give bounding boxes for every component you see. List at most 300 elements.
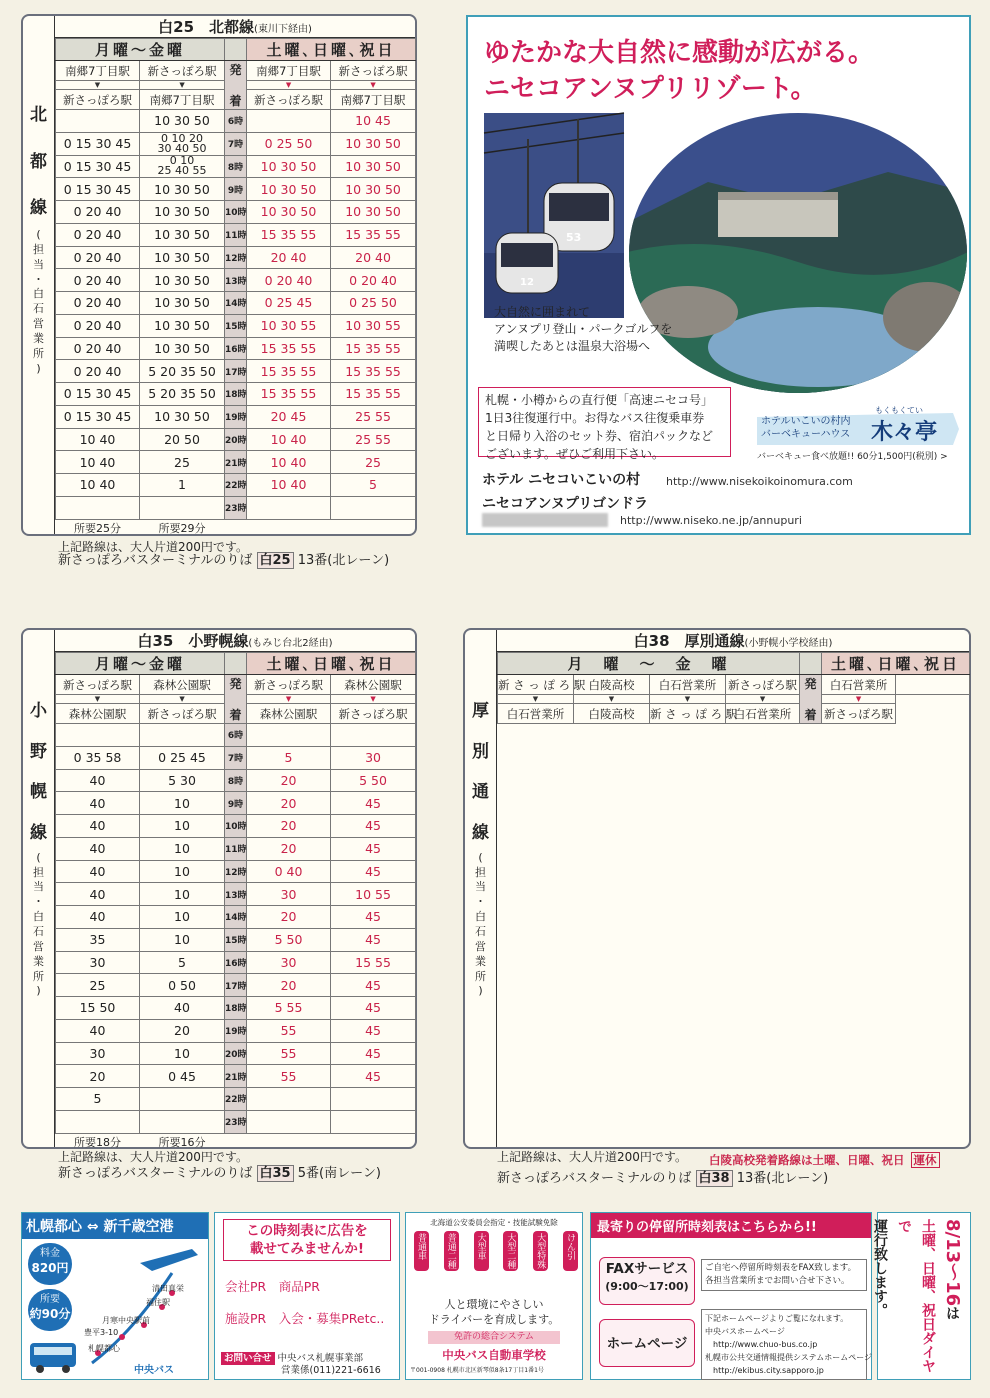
departure-times-cell: 45	[331, 1042, 416, 1065]
fax-desc-line: ご自宅へ停留所時刻表をFAX致します。	[705, 1263, 857, 1273]
side-char: 都	[30, 151, 47, 172]
hokuto-timetable-panel	[21, 14, 417, 536]
hour-cell: 14時	[225, 292, 247, 315]
homepage-button[interactable]	[599, 1319, 695, 1367]
hour-cell: 15時	[225, 928, 247, 951]
departure-times-cell	[247, 496, 331, 519]
station-from-row	[56, 61, 416, 81]
stop-label: 豊平3-10	[84, 1328, 119, 1337]
departure-times-cell: 5 20 35 50	[140, 360, 225, 383]
ad-headline-line1: ゆたかな大自然に感動が広がる。	[484, 38, 875, 68]
timetable-row	[56, 496, 416, 519]
nearby-title: 最寄りの停留所時刻表はこちらから!!	[591, 1213, 871, 1238]
timetable-row	[56, 792, 416, 815]
departure-times-cell: 10	[140, 928, 225, 951]
redacted-phone	[482, 513, 608, 527]
departure-times-cell	[247, 724, 331, 747]
direction-arrow-icon: ▼	[498, 695, 574, 704]
ad-headline	[484, 35, 874, 107]
hokuto-table	[55, 38, 416, 536]
route-name: 小野幌線	[188, 632, 249, 650]
departure-times-cell: 40	[56, 837, 140, 860]
departure-times-cell: 10 30 55	[331, 314, 416, 337]
departure-times-cell: 0 20 40	[247, 269, 331, 292]
timetable-row	[56, 155, 416, 178]
hokuto-side-label	[23, 16, 55, 534]
fax-hours: (9:00～17:00)	[605, 1280, 689, 1293]
hour-cell: 12時	[225, 246, 247, 269]
side-note: 営	[33, 939, 44, 953]
departure-times-cell: 40	[56, 1019, 140, 1042]
special-dates: 8/13～16	[942, 1219, 963, 1307]
caption-line: アンヌプリ登山・パークゴルフを	[494, 322, 673, 336]
hokuto-fare-note: 上記路線は、大人片道200円です。	[58, 540, 248, 554]
timetable-row	[56, 1088, 416, 1111]
time-value: 約90分	[29, 1307, 71, 1321]
departure-times-cell: 0 35 58	[56, 746, 140, 769]
timetable-row	[56, 428, 416, 451]
departure-times-cell: 20	[247, 815, 331, 838]
fax-service[interactable]	[599, 1257, 695, 1305]
required-time-cell	[247, 519, 331, 536]
slogan-line: ドライバーを育成します。	[428, 1313, 560, 1326]
required-time-cell	[331, 519, 416, 536]
timetable-row	[56, 201, 416, 224]
departure-times-cell: 30	[56, 1042, 140, 1065]
hour-column-header: 発 着	[800, 675, 822, 724]
side-char: 厚	[472, 701, 489, 721]
departure-times-cell: 15 55	[331, 951, 416, 974]
weekend-header: 土曜､日曜､祝日	[822, 653, 970, 675]
departure-times-cell: 0 25 45	[247, 292, 331, 315]
side-note: 石	[33, 924, 44, 938]
hour-cell: 20時	[225, 1042, 247, 1065]
school-name: 中央バス自動車学校	[442, 1348, 546, 1362]
hour-cell: 10時	[225, 201, 247, 224]
departure-times-cell: 0 20 40	[56, 360, 140, 383]
timetable-row	[56, 769, 416, 792]
departure-times-cell: 5 20 35 50	[140, 383, 225, 406]
departure-times-cell: 0 15 30 45	[56, 155, 140, 178]
departure-times-cell: 10 30 50	[140, 314, 225, 337]
departure-times-cell: 0 25 50	[331, 292, 416, 315]
ad-title-line: この時刻表に広告を	[246, 1223, 368, 1239]
timetable-row	[56, 883, 416, 906]
hour-column-header: 発 着	[225, 61, 247, 110]
side-note: (	[36, 850, 41, 864]
departure-times-cell	[247, 1088, 331, 1111]
departure-times-cell: 45	[331, 928, 416, 951]
destination-station: 白石営業所	[498, 704, 574, 724]
departure-times-cell: 15 35 55	[331, 383, 416, 406]
timetable-row	[56, 974, 416, 997]
route-badge: 白35	[257, 1165, 294, 1182]
timetable-row	[56, 837, 416, 860]
platform-number: 13番(北レーン)	[297, 553, 390, 568]
route-map-icon	[22, 1213, 210, 1381]
departure-times-cell: 10 40	[56, 428, 140, 451]
direction-arrow-row	[498, 695, 970, 704]
onopporo-fare-note: 上記路線は、大人片道200円です。	[58, 1150, 248, 1164]
hour-cell: 8時	[225, 769, 247, 792]
direction-arrow-icon: ▼	[140, 81, 225, 90]
departure-times-cell: 20	[247, 769, 331, 792]
departure-times-cell: 10 40	[247, 451, 331, 474]
origin-station: 新さっぽろ駅	[331, 61, 416, 81]
timetable-row	[56, 405, 416, 428]
side-note: 所	[33, 969, 44, 983]
box-line: 札幌・小樽からの直行便「高速ニセコ号」	[485, 393, 714, 407]
caption-line: 満喫したあとは温泉大浴場へ	[494, 339, 651, 353]
departure-times-cell: 45	[331, 860, 416, 883]
driving-school-banner	[405, 1212, 583, 1380]
timetable-row	[56, 1110, 416, 1133]
destination-station: 森林公園駅	[247, 704, 331, 724]
side-note: 石	[475, 924, 486, 938]
hour-cell: 15時	[225, 314, 247, 337]
departure-times-cell: 10 30 50	[140, 246, 225, 269]
weekday-header: 月 曜 ～ 金 曜	[498, 653, 800, 675]
departure-times-cell: 45	[331, 837, 416, 860]
ad-headline-line2: ニセコアンヌプリリゾート。	[484, 74, 817, 104]
day-group-header	[56, 653, 416, 675]
side-note: 営	[475, 939, 486, 953]
departure-times-cell: 10 30 50	[140, 337, 225, 360]
timetable-row	[56, 746, 416, 769]
hotel-name: ホテル ニセコいこいの村	[482, 472, 641, 488]
timetable-row	[56, 997, 416, 1020]
gondola-number: 53	[566, 231, 582, 244]
departure-times-cell	[331, 1110, 416, 1133]
timetable-row	[56, 906, 416, 929]
side-note: ・	[33, 272, 44, 286]
destination-station: 白石営業所	[726, 704, 800, 724]
hour-header-blank	[800, 653, 822, 675]
required-time-cell	[331, 1133, 416, 1150]
hour-cell: 12時	[225, 860, 247, 883]
side-note: 担	[33, 865, 44, 879]
departure-times-cell: 0 20 40	[56, 337, 140, 360]
web-desc-line: 下記ホームページよりご覧になれます。	[705, 1314, 849, 1323]
departure-times-cell: 10 30 55	[247, 314, 331, 337]
departure-times-cell	[247, 1110, 331, 1133]
departure-times-cell: 5	[331, 474, 416, 497]
atsubetsu-fare-note: 上記路線は、大人片道200円です。	[497, 1150, 687, 1164]
timetable-row	[56, 724, 416, 747]
side-note: 業	[475, 954, 486, 968]
departure-times-cell: 10 30 50	[247, 201, 331, 224]
side-char: 幌	[30, 782, 47, 803]
timetable-row	[56, 451, 416, 474]
direction-arrow-icon: ▼	[650, 695, 726, 704]
gondola-name: ニセコアンヌプリゴンドラ	[482, 496, 649, 512]
origin-station: 森林公園駅	[140, 675, 225, 695]
hour-cell: 17時	[225, 360, 247, 383]
timetable-row	[56, 314, 416, 337]
side-char: 通	[472, 782, 489, 803]
side-note: 当	[33, 257, 44, 271]
suspension-badge: 運休	[911, 1152, 940, 1168]
side-note: 所	[475, 969, 486, 983]
direction-arrow-icon: ▼	[331, 81, 416, 90]
stop-label: 清田真栄	[152, 1284, 184, 1293]
departure-times-cell: 30	[331, 746, 416, 769]
airport-banner	[21, 1212, 209, 1380]
departure-times-cell: 0 15 30 45	[56, 383, 140, 406]
departure-times-cell: 15 35 55	[331, 360, 416, 383]
side-char: 線	[30, 823, 47, 844]
departure-times-cell: 0 20 40	[56, 314, 140, 337]
departure-times-cell: 0 15 30 45	[56, 405, 140, 428]
side-char: 小	[30, 701, 47, 721]
ropeway-photo	[484, 113, 624, 318]
departure-times-cell: 25	[56, 974, 140, 997]
route-badge: 白25	[257, 552, 294, 569]
departure-times-cell: 10 30 50	[331, 178, 416, 201]
departure-times-cell: 20 50	[140, 428, 225, 451]
atsubetsu-side-label	[465, 630, 497, 1147]
departure-times-cell: 10	[140, 1042, 225, 1065]
departure-times-cell: 10 30 50	[331, 155, 416, 178]
box-line: と日帰り入浴のセット券、宿泊パックなど	[485, 429, 714, 443]
departure-times-cell: 10 30 50	[140, 292, 225, 315]
side-note: 所	[33, 346, 44, 360]
bbq-line: バーベキューハウス	[761, 429, 851, 440]
ad-contact	[221, 1353, 381, 1377]
hour-cell: 19時	[225, 1019, 247, 1042]
web-link[interactable]: http://www.chuo-bus.co.jp	[713, 1340, 818, 1349]
side-note: )	[36, 984, 41, 998]
direction-arrow-icon: ▼	[247, 695, 331, 704]
departure-times-cell: 10	[140, 906, 225, 929]
hour-header-blank	[225, 653, 247, 675]
timetable-row	[56, 337, 416, 360]
direction-arrow-icon: ▼	[56, 695, 140, 704]
side-note: 石	[33, 302, 44, 316]
departure-times-cell: 0 20 40	[56, 269, 140, 292]
departure-times-cell: 40	[56, 883, 140, 906]
hour-cell: 17時	[225, 974, 247, 997]
school-slogan	[406, 1297, 582, 1327]
departure-times-cell: 10 40	[56, 474, 140, 497]
departure-times-cell: 0 10 25 40 55	[140, 155, 225, 178]
hour-cell: 13時	[225, 883, 247, 906]
departure-times-cell: 45	[331, 815, 416, 838]
departure-times-cell	[140, 1110, 225, 1133]
timetable-row	[56, 1042, 416, 1065]
direction-arrow-icon: ▼	[574, 695, 650, 704]
hour-cell: 21時	[225, 1065, 247, 1088]
ad-item: 施設PR	[225, 1311, 267, 1326]
departure-times-cell: 20	[247, 792, 331, 815]
required-time-cell: 所要18分	[74, 1135, 121, 1149]
departure-times-cell	[56, 110, 140, 133]
hour-cell: 23時	[225, 1110, 247, 1133]
hour-cell: 7時	[225, 132, 247, 155]
departure-times-cell: 10 30 50	[331, 201, 416, 224]
departure-times-cell	[140, 1088, 225, 1111]
required-time-row	[56, 519, 416, 536]
required-time-cell: 所要25分	[74, 521, 121, 535]
hour-cell: 19時	[225, 405, 247, 428]
web-link-label: 中央バスホームページ	[705, 1327, 785, 1336]
side-note: 担	[33, 242, 44, 256]
departure-times-cell: 55	[247, 1042, 331, 1065]
hour-cell: 22時	[225, 1088, 247, 1111]
timetable-row	[56, 360, 416, 383]
direction-arrow-icon: ▼	[247, 81, 331, 90]
departure-times-cell: 10 30 50	[247, 155, 331, 178]
departure-times-cell: 15 35 55	[247, 337, 331, 360]
timetable-row	[56, 815, 416, 838]
departure-times-cell: 20	[247, 837, 331, 860]
ad-title-line: 載せてみませんか!	[249, 1241, 365, 1257]
departure-times-cell: 0 20 40	[331, 269, 416, 292]
weekday-header: 月曜～金曜	[56, 653, 225, 675]
departure-times-cell: 5	[140, 951, 225, 974]
school-header: 北海道公安委員会指定・技能試験免除	[430, 1218, 558, 1227]
day-group-header	[56, 39, 416, 61]
origin-station: 森林公園駅	[331, 675, 416, 695]
destination-station: 南郷7丁目駅	[140, 90, 225, 110]
hour-cell: 14時	[225, 906, 247, 929]
departure-times-cell: 20 40	[247, 246, 331, 269]
airport-title: 札幌都心 ⇔ 新千歳空港	[22, 1213, 208, 1239]
timetable-row	[56, 383, 416, 406]
origin-station	[896, 675, 970, 695]
hotel-photo	[628, 112, 968, 394]
school-system: 免許の総合システム	[428, 1331, 560, 1344]
departure-times-cell: 40	[56, 769, 140, 792]
hotel-url[interactable]: http://www.nisekoikoinomura.com	[666, 475, 853, 488]
route-number: 白38	[633, 632, 670, 650]
departure-times-cell: 45	[331, 906, 416, 929]
direction-arrow-icon: ▼	[822, 695, 896, 704]
departure-times-cell: 30	[247, 951, 331, 974]
departure-times-cell	[331, 724, 416, 747]
hour-cell: 9時	[225, 178, 247, 201]
bbq-ruby: もくもくてい	[875, 406, 923, 415]
timetable-row	[56, 132, 416, 155]
side-note: ・	[475, 895, 486, 909]
onopporo-platform-note	[58, 1164, 381, 1184]
side-char: 北	[30, 105, 47, 125]
departure-times-cell: 0 20 40	[56, 223, 140, 246]
departure-times-cell: 10 40	[56, 451, 140, 474]
license-badge: 大型二種	[503, 1231, 518, 1271]
ad-items	[225, 1271, 384, 1335]
departure-times-cell	[247, 110, 331, 133]
hour-cell: 21時	[225, 451, 247, 474]
side-note: (	[36, 228, 41, 242]
gondola-number: 12	[520, 277, 534, 288]
side-note: ・	[33, 895, 44, 909]
destination-station: 新さっぽろ駅	[822, 704, 896, 724]
departure-times-cell	[56, 724, 140, 747]
departure-times-cell: 0 15 30 45	[56, 178, 140, 201]
ad-item: 入会・募集PRetc..	[278, 1311, 385, 1326]
departure-times-cell: 0 20 40	[56, 246, 140, 269]
route-via: (小野幌小学校経由)	[744, 638, 833, 649]
weekend-header: 土曜､日曜､祝日	[247, 653, 416, 675]
departure-times-cell: 40	[56, 792, 140, 815]
departure-times-cell: 55	[247, 1019, 331, 1042]
route-name: 北都線	[209, 18, 255, 36]
side-note: 業	[33, 954, 44, 968]
hour-cell: 10時	[225, 815, 247, 838]
stop-label: 月寒中央駅前	[102, 1316, 150, 1325]
license-badge: 普通車	[414, 1231, 429, 1271]
atsubetsu-title	[497, 630, 969, 652]
station-from-row	[498, 675, 970, 695]
departure-times-cell	[331, 1088, 416, 1111]
departure-times-cell: 20	[140, 1019, 225, 1042]
hour-column-header: 発 着	[225, 675, 247, 724]
hour-cell: 11時	[225, 837, 247, 860]
brand-label: 中央バス	[134, 1365, 174, 1376]
web-link[interactable]: http://ekibus.city.sapporo.jp	[713, 1366, 824, 1375]
platform-text: 新さっぽろバスターミナルのりば	[497, 1171, 692, 1186]
departure-times-cell: 0 45	[140, 1065, 225, 1088]
departure-times-cell: 10 40	[247, 474, 331, 497]
departure-times-cell: 25 55	[331, 405, 416, 428]
stop-label: 札幌都心	[88, 1344, 120, 1353]
destination-station: 新さっぽろ駅	[331, 704, 416, 724]
origin-station: 新さっぽろ駅	[56, 675, 140, 695]
departure-times-cell: 10 30 50	[140, 201, 225, 224]
onopporo-table	[55, 652, 416, 1150]
departure-times-cell: 0 25 45	[140, 746, 225, 769]
box-line: 1日3往復運行中。お得なバス往復乗車券	[485, 411, 705, 425]
departure-times-cell: 10	[140, 860, 225, 883]
required-time-cell: 所要16分	[158, 1135, 206, 1149]
side-note: )	[478, 984, 483, 998]
license-badge: 大型車	[474, 1231, 489, 1271]
side-note: 業	[33, 331, 44, 345]
bbq-price: バーベキュー食べ放題!! 60分1,500円(税別) >	[757, 452, 948, 462]
route-via: (東川下経由)	[254, 24, 312, 35]
departure-times-cell: 0 10 20 30 40 50	[140, 132, 225, 155]
destination-station: 白陵高校	[574, 704, 650, 724]
contact-name: 中央バス札幌事業部	[277, 1353, 364, 1364]
station-to-row	[498, 704, 970, 724]
departure-times-cell: 20 45	[247, 405, 331, 428]
platform-number: 13番(北レーン)	[736, 1171, 829, 1186]
stop-label: 福住駅	[146, 1298, 170, 1307]
departure-times-cell: 1	[140, 474, 225, 497]
departure-times-cell: 25 55	[331, 428, 416, 451]
departure-times-cell: 5 30	[140, 769, 225, 792]
bbq-name: 木々亭	[871, 420, 938, 445]
web-label: ホームページ	[606, 1336, 688, 1352]
departure-times-cell: 20 40	[331, 246, 416, 269]
departure-times-cell: 5 55	[247, 997, 331, 1020]
platform-number: 5番(南レーン)	[297, 1166, 381, 1181]
ad-caption	[494, 304, 672, 355]
destination-station: 新 さ っ ぽ ろ 駅	[650, 704, 726, 724]
hour-cell: 20時	[225, 428, 247, 451]
bbq-line: ホテルいこいの村内	[761, 416, 851, 427]
origin-station: 白陵高校	[574, 675, 650, 695]
hour-cell: 11時	[225, 223, 247, 246]
side-note: 担	[475, 865, 486, 879]
side-char: 線	[472, 823, 489, 844]
departure-times-cell: 35	[56, 928, 140, 951]
departure-times-cell: 40	[56, 906, 140, 929]
timetable-row	[56, 178, 416, 201]
gondola-url[interactable]: http://www.niseko.ne.jp/annupuri	[620, 514, 802, 527]
origin-station: 新 さ っ ぽ ろ 駅	[498, 675, 574, 695]
